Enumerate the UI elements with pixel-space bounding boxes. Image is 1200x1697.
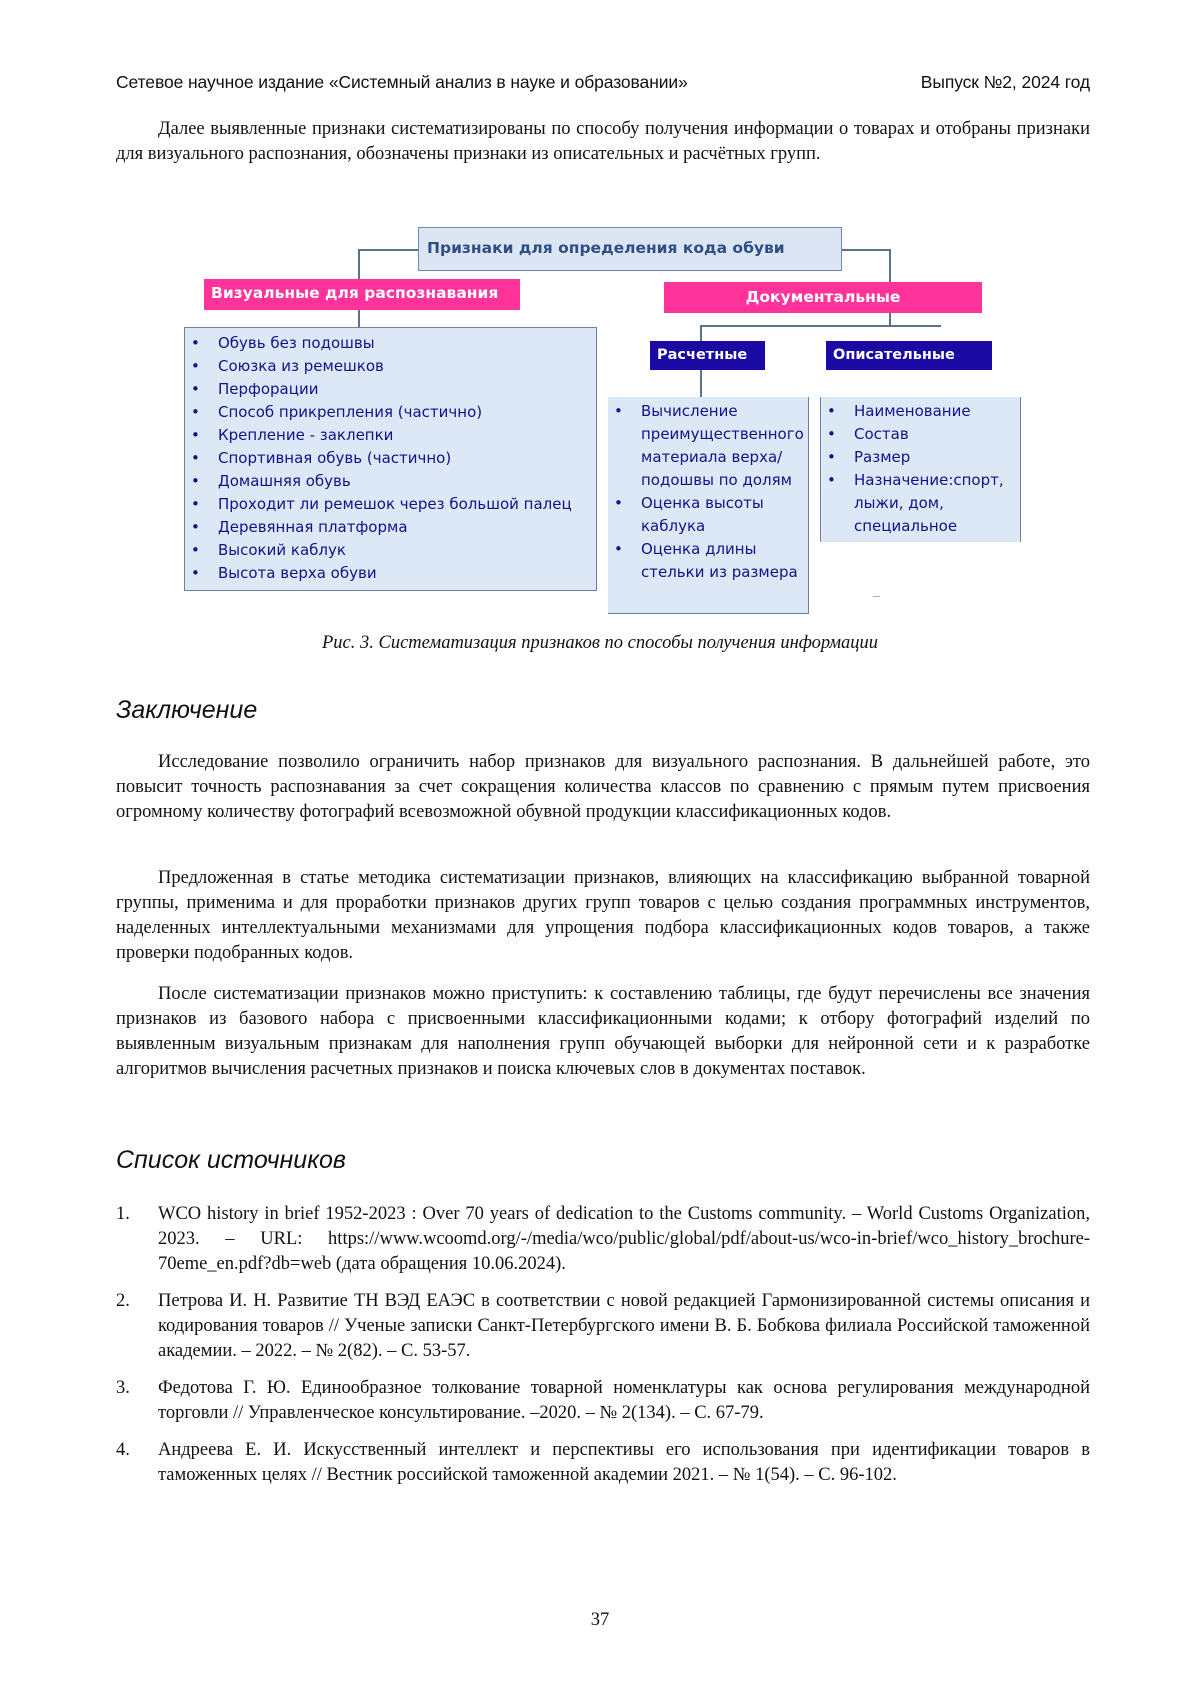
reference-text: Федотова Г. Ю. Единообразное толкование товарной номенклатуры как основа регулирования международной торговли // Управленческое консультирование. –2020. – № 2(134). – С. 67-79. (158, 1378, 1090, 1423)
list-item: • Проходит ли ремешок через большой палец (185, 493, 596, 516)
decorative-dash (873, 596, 880, 597)
connector-line (842, 249, 890, 251)
list-item: • Размер (821, 446, 1020, 469)
references-heading: Список источников (116, 1146, 346, 1174)
list-item: • Вычисление преимущественного материала верха/подошвы по долям (608, 400, 808, 492)
reference-number: 3. (116, 1378, 130, 1398)
reference-item (116, 1289, 1090, 1364)
reference-item (116, 1438, 1090, 1488)
reference-item (116, 1376, 1090, 1426)
connector-line (889, 313, 891, 325)
list-item: • Назначение:спорт, лыжи, дом, специальное (821, 469, 1020, 538)
list-item: • Перфорации (185, 378, 596, 401)
conclusion-paragraph: После систематизации признаков можно приступить: к составлению таблицы, где будут перечислены все значения признаков из базового набора с присвоенными классификационными кодами; к отбору фотографий изделий по выявленным визуальным признакам для наполнения групп обучающей выборки для нейронной сети и к разработке алгоритмов вычисления расчетных признаков и поиска ключевых слов в документах поставок. (116, 984, 1090, 1079)
documentary-features-header: Документальные (664, 282, 982, 313)
intro-paragraph: Далее выявленные признаки систематизированы по способу получения информации о товарах и отобраны признаки для визуального распознания, обозначены признаки из описательных и расчётных групп. (116, 119, 1090, 164)
reference-number: 1. (116, 1204, 130, 1224)
connector-line (700, 325, 702, 341)
list-item: • Крепление - заклепки (185, 424, 596, 447)
reference-number: 2. (116, 1291, 130, 1311)
list-item: • Союзка из ремешков (185, 355, 596, 378)
list-item: • Обувь без подошвы (185, 332, 596, 355)
calculated-features-list (608, 397, 809, 614)
conclusion-paragraph: Исследование позволило ограничить набор признаков для визуального распознания. В дальнейшей работе, это повысит точность распознавания за счет сокращения количества классов по сравнению с прямым путем присвоения огромному количеству фотографий всевозможной обувной продукции классификационных кодов. (116, 752, 1090, 822)
classification-diagram (0, 0, 1200, 620)
list-item: • Состав (821, 423, 1020, 446)
reference-item (116, 1202, 1090, 1277)
list-item: • Оценка длины стельки из размера (608, 538, 808, 584)
calculated-features-header: Расчетные (650, 341, 765, 370)
conclusion-paragraph: Предложенная в статье методика систематизации признаков, влияющих на классификацию выбранной товарной группы, применима и для проработки признаков других групп товаров с целью создания программных инструментов, наделенных интеллектуальными механизмами для упрощения подбора классификационных кодов товаров, а также проверки подобранных кодов. (116, 868, 1090, 963)
visual-features-list (184, 327, 597, 591)
list-item: • Высокий каблук (185, 539, 596, 562)
reference-text: Петрова И. Н. Развитие ТН ВЭД ЕАЭС в соответствии с новой редакцией Гармонизированной системы описания и кодирования товаров // Ученые записки Санкт-Петербургского имени В. Б. Бобкова филиала Российской таможенной академии. – 2022. – № 2(82). – С. 53-57. (158, 1291, 1090, 1361)
references-list (116, 1202, 1090, 1500)
reference-number: 4. (116, 1440, 130, 1460)
journal-title: Сетевое научное издание «Системный анализ в науке и образовании» (116, 72, 688, 92)
connector-line (700, 325, 941, 327)
connector-line (700, 370, 702, 397)
page-number: 37 (590, 1610, 610, 1630)
list-item: • Наименование (821, 400, 1020, 423)
list-item: • Оценка высоты каблука (608, 492, 808, 538)
list-item: • Домашняя обувь (185, 470, 596, 493)
list-item: • Спортивная обувь (частично) (185, 447, 596, 470)
reference-text: Андреева Е. И. Искусственный интеллект и перспективы его использования при идентификации товаров в таможенных целях // Вестник российской таможенной академии 2021. – № 1(54). – С. 96-102. (158, 1440, 1090, 1485)
diagram-root-node: Признаки для определения кода обуви (418, 227, 842, 271)
connector-line (358, 310, 360, 327)
list-item: • Деревянная платформа (185, 516, 596, 539)
connector-line (358, 249, 418, 251)
connector-line (358, 249, 360, 279)
descriptive-features-header: Описательные (826, 341, 992, 370)
conclusion-heading: Заключение (116, 696, 258, 724)
figure-caption: Рис. 3. Систематизация признаков по способы получения информации (321, 633, 879, 653)
visual-features-header: Визуальные для распознавания (204, 279, 520, 310)
list-item: • Высота верха обуви (185, 562, 596, 585)
descriptive-features-list (820, 397, 1021, 542)
reference-text: WCO history in brief 1952-2023 : Over 70 years of dedication to the Customs community. – World Customs Organization, 2023. – URL: https://www.wcoomd.org/-/media/wco/public/global/pdf/about-us/wco-in-brief/wco_history_brochure-70eme_en.pdf?db=web (дата обращения 10.06.2024). (158, 1204, 1090, 1274)
issue-label: Выпуск №2, 2024 год (920, 72, 1090, 92)
list-item: • Способ прикрепления (частично) (185, 401, 596, 424)
connector-line (889, 249, 891, 282)
